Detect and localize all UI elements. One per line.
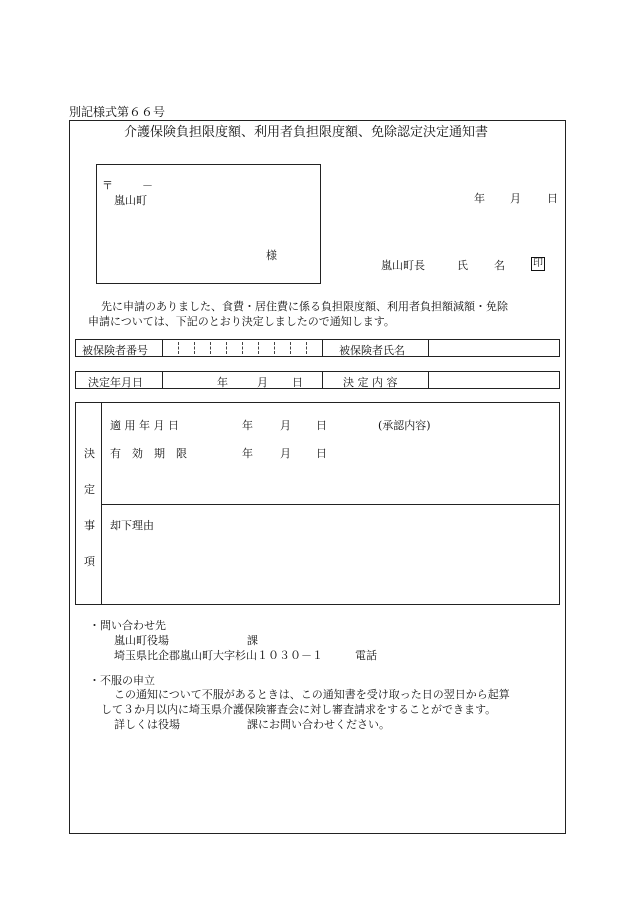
- date-month: 月: [510, 192, 521, 205]
- approval-note: (承認内容): [378, 419, 431, 432]
- decision-date-day: 日: [292, 376, 303, 389]
- objection-line-1: この通知について不服があるときは、この通知書を受け取った日の翌日から起算: [114, 688, 510, 701]
- form-number: 別記様式第６６号: [69, 105, 166, 119]
- postal-dash: －: [142, 179, 153, 192]
- objection-line-3b: 課にお問い合わせください。: [247, 718, 390, 731]
- issuer-title: 嵐山町長: [381, 259, 425, 272]
- apply-date-day: 日: [316, 419, 327, 432]
- valid-period-day: 日: [316, 447, 327, 460]
- decision-row: [75, 371, 560, 389]
- objection-heading: ・不服の申立: [89, 674, 155, 687]
- insured-number-label: 被保険者番号: [82, 344, 148, 357]
- apply-date-label: 適 用 年 月 日: [110, 419, 179, 432]
- document-title: 介護保険負担限度額、利用者負担限度額、免除認定決定通知書: [124, 125, 489, 140]
- side-char-2: 定: [84, 483, 95, 496]
- insured-name-label: 被保険者氏名: [339, 344, 405, 357]
- issuer-name-label-2: 名: [494, 259, 505, 272]
- contact-address: 埼玉県比企郡嵐山町大字杉山１０３０－１: [114, 649, 323, 662]
- decision-date-year: 年: [217, 376, 228, 389]
- decision-date-label: 決定年月日: [88, 376, 143, 389]
- seal-text: 印: [533, 258, 543, 269]
- side-char-3: 事: [84, 519, 95, 532]
- contact-phone-label: 電話: [355, 649, 377, 662]
- contact-section: 課: [247, 634, 258, 647]
- apply-date-year: 年: [242, 419, 253, 432]
- intro-line-1: 先に申請のありました、食費・居住費に係る負担限度額、利用者負担額減額・免除: [101, 300, 508, 313]
- valid-period-month: 月: [280, 447, 291, 460]
- valid-period-label: 有 効 期 限: [110, 447, 187, 460]
- apply-date-month: 月: [280, 419, 291, 432]
- rejection-reason-label: 却下理由: [110, 519, 154, 532]
- objection-line-2: して３か月以内に埼玉県介護保険審査会に対し審査請求をすることができます。: [101, 703, 497, 716]
- side-char-1: 決: [84, 447, 95, 460]
- date-day: 日: [547, 192, 558, 205]
- objection-line-3a: 詳しくは役場: [114, 718, 180, 731]
- issuer-name-label-1: 氏: [457, 259, 468, 272]
- intro-line-2: 申請については、下記のとおり決定しましたので通知します。: [88, 315, 395, 328]
- contact-office: 嵐山町役場: [114, 634, 169, 647]
- date-year: 年: [474, 192, 485, 205]
- valid-period-year: 年: [242, 447, 253, 460]
- contact-heading: ・問い合わせ先: [89, 619, 166, 632]
- insured-row: [75, 339, 560, 357]
- decision-date-month: 月: [257, 376, 268, 389]
- address-box: [96, 164, 321, 284]
- side-char-4: 項: [84, 555, 95, 568]
- decision-content-label: 決 定 内 容: [343, 376, 398, 389]
- decision-section: [75, 402, 560, 605]
- postal-mark: 〒: [102, 179, 113, 192]
- seal-mark: [531, 256, 545, 271]
- address-town: 嵐山町: [114, 194, 147, 207]
- addressee-honorific: 様: [266, 249, 277, 262]
